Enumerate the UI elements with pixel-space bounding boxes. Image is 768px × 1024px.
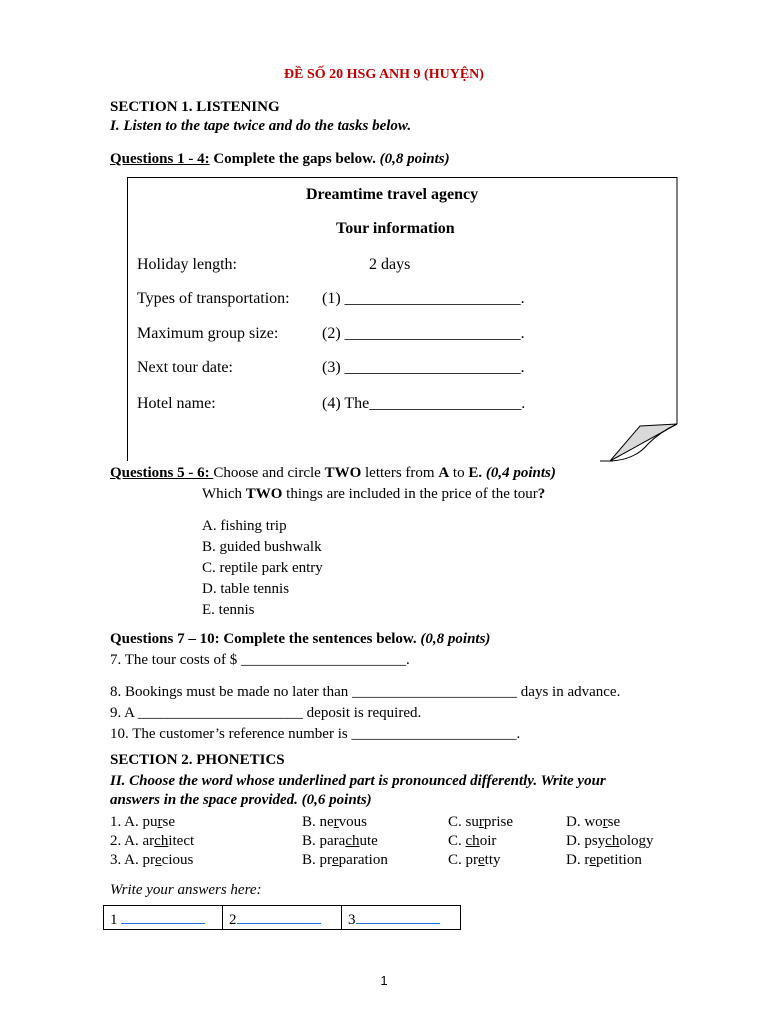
phonetics-2c: C. choir [448,833,497,849]
q5-6-question-two: TWO [245,486,283,502]
row-transport-value: (1) ______________________. [322,290,525,307]
answer-cell-3[interactable] [342,906,460,929]
phonetics-2a: 2. A. architect [110,833,195,849]
answer-cell-2-number: 2 [229,912,237,928]
q1-4-label: Questions 1 - 4: [110,151,210,167]
row-tour-date-label: Next tour date: [137,359,233,376]
phonetics-2d: D. psychology [566,833,654,849]
row-holiday-length-label: Holiday length: [137,256,237,273]
agency-name: Dreamtime travel agency [306,186,479,203]
q9-sentence: 9. A ______________________ deposit is required. [110,705,422,721]
row-hotel-value: (4) The___________________. [322,395,526,412]
phonetics-3a: 3. A. precious [110,852,194,868]
row-transport-label: Types of transportation: [137,290,290,307]
page-number: 1 [380,973,388,988]
row-holiday-length-value: 2 days [369,256,411,273]
q7-10-label: Questions 7 – 10: Complete the sentences below. [110,631,421,647]
option-b: B. guided bushwalk [202,539,322,555]
option-a: A. fishing trip [202,518,287,534]
q5-6-e: E. [468,465,483,481]
q5-6-text2: letters from [361,465,439,481]
answer-cell-2[interactable] [223,906,342,929]
q5-6-a: A [438,465,450,481]
q5-6-two: TWO [324,465,362,481]
q1-4-text: Complete the gaps below. [209,151,380,167]
option-e: E. tennis [202,602,255,618]
q1-4-points: (0,8 points) [379,151,450,167]
section1-instruction: I. Listen to the tape twice and do the tasks below. [110,118,412,134]
q5-6-to: to [449,465,469,481]
q5-6-question-post: things are included in the price of the tour [282,486,538,502]
tour-info-subtitle: Tour information [336,220,455,237]
section2-instruction-line2: answers in the space provided. (0,6 points) [110,792,372,808]
document-title: ĐỀ SỐ 20 HSG ANH 9 (HUYỆN) [284,67,484,82]
row-hotel-label: Hotel name: [137,395,216,412]
row-group-size-value: (2) ______________________. [322,325,525,342]
phonetics-1a: 1. A. purse [110,814,176,830]
section2-heading: SECTION 2. PHONETICS [110,752,285,768]
answer-line-2[interactable] [237,909,321,924]
answer-cell-3-number: 3 [348,912,356,928]
answer-cell-1-number: 1 [110,912,118,928]
q1-4-header [110,151,450,168]
answer-line-1[interactable] [121,909,205,924]
q5-6-header [110,465,556,482]
answer-cell-1[interactable] [104,906,223,929]
q5-6-question [202,486,545,503]
q5-6-question-pre: Which [202,486,246,502]
phonetics-2b: B. parachute [302,833,378,849]
q5-6-text1: Choose and circle [213,465,325,481]
phonetics-3c: C. pretty [448,852,501,868]
q5-6-question-mark: ? [537,486,546,502]
section2-instruction-line1: II. Choose the word whose underlined part is pronounced differently. Write your [110,773,606,789]
q8-sentence: 8. Bookings must be made no later than ______________________ days in advance. [110,684,621,700]
q10-sentence: 10. The customer’s reference number is ______________________. [110,726,521,742]
phonetics-3b: B. preparation [302,852,388,868]
section1-heading: SECTION 1. LISTENING [110,99,280,115]
option-c: C. reptile park entry [202,560,323,576]
q7-sentence: 7. The tour costs of $ ______________________. [110,652,410,668]
option-d: D. table tennis [202,581,290,597]
curled-page-corner [600,170,690,470]
q7-10-header [110,631,490,648]
q7-10-points: (0,8 points) [420,631,491,647]
answer-table [103,905,461,930]
phonetics-1b: B. nervous [302,814,368,830]
row-group-size-label: Maximum group size: [137,325,279,342]
q5-6-label: Questions 5 - 6: [110,465,214,481]
phonetics-1d: D. worse [566,814,621,830]
row-tour-date-value: (3) ______________________. [322,359,525,376]
q5-6-points: (0,4 points) [482,465,556,481]
answer-line-3[interactable] [356,909,440,924]
write-answers-prompt: Write your answers here: [110,882,262,898]
phonetics-1c: C. surprise [448,814,514,830]
phonetics-3d: D. repetition [566,852,642,868]
